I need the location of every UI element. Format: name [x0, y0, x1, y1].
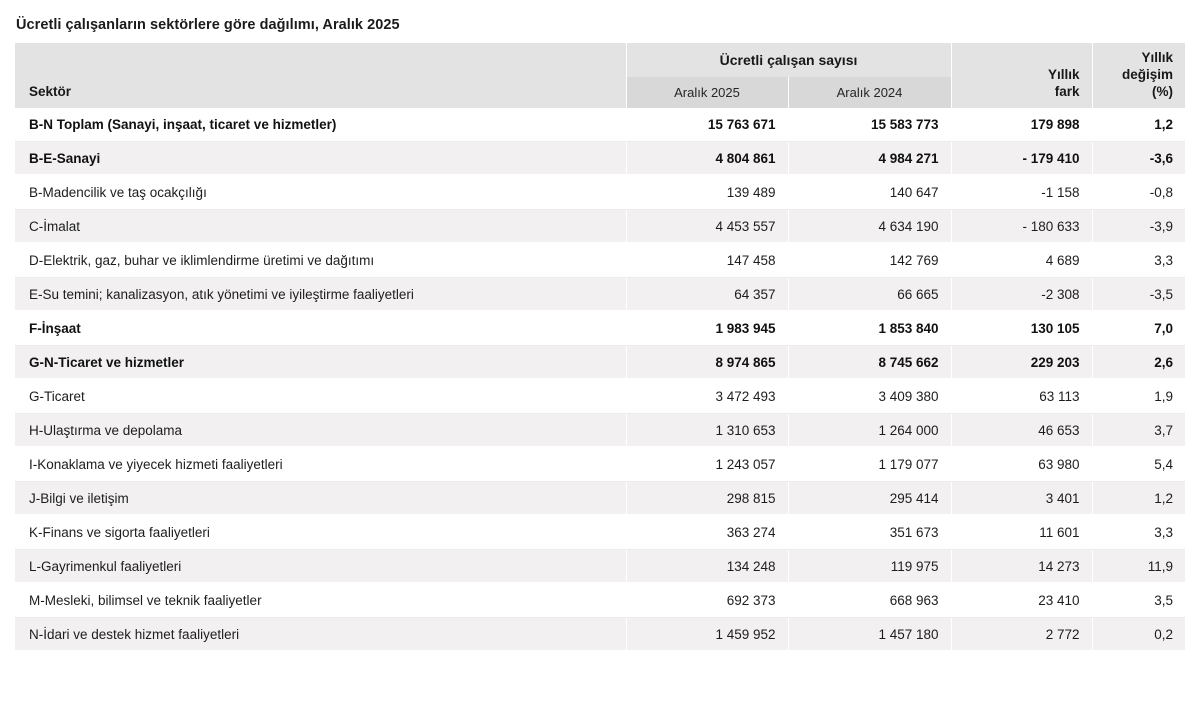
cell-annual-change-pct: 1,2: [1092, 482, 1185, 516]
cell-previous-period: 668 963: [788, 584, 951, 618]
cell-previous-period: 4 984 271: [788, 142, 951, 176]
header-annual-change-line2: değişim: [1122, 67, 1174, 82]
cell-annual-difference: - 180 633: [951, 210, 1092, 244]
cell-previous-period: 3 409 380: [788, 380, 951, 414]
cell-annual-change-pct: 2,6: [1092, 346, 1185, 380]
cell-sector: I-Konaklama ve yiyecek hizmeti faaliyetleri: [15, 448, 626, 482]
table-row: [15, 346, 1185, 380]
cell-annual-difference: 4 689: [951, 244, 1092, 278]
header-annual-difference-line2: fark: [1054, 84, 1080, 99]
cell-sector: B-Madencilik ve taş ocakçılığı: [15, 176, 626, 210]
table-body: [15, 108, 1185, 652]
header-group-employee-count: Ücretli çalışan sayısı: [626, 43, 951, 77]
cell-annual-difference: 2 772: [951, 618, 1092, 652]
cell-previous-period: 8 745 662: [788, 346, 951, 380]
cell-previous-period: 295 414: [788, 482, 951, 516]
cell-current-period: 147 458: [626, 244, 788, 278]
cell-sector: G-N-Ticaret ve hizmetler: [15, 346, 626, 380]
cell-sector: L-Gayrimenkul faaliyetleri: [15, 550, 626, 584]
cell-current-period: 692 373: [626, 584, 788, 618]
cell-annual-change-pct: 7,0: [1092, 312, 1185, 346]
cell-current-period: 139 489: [626, 176, 788, 210]
table-row: [15, 516, 1185, 550]
cell-current-period: 363 274: [626, 516, 788, 550]
table-row: [15, 482, 1185, 516]
header-row-group: [15, 43, 1185, 77]
header-annual-difference-line1: Yıllık: [1048, 67, 1080, 82]
cell-annual-difference: -2 308: [951, 278, 1092, 312]
cell-annual-change-pct: 3,7: [1092, 414, 1185, 448]
cell-annual-change-pct: -3,6: [1092, 142, 1185, 176]
cell-current-period: 298 815: [626, 482, 788, 516]
table-row: [15, 380, 1185, 414]
cell-current-period: 3 472 493: [626, 380, 788, 414]
header-period-previous: Aralık 2024: [788, 77, 951, 108]
cell-current-period: 4 804 861: [626, 142, 788, 176]
cell-annual-difference: 11 601: [951, 516, 1092, 550]
table-row: [15, 414, 1185, 448]
header-period-current: Aralık 2025: [626, 77, 788, 108]
cell-current-period: 64 357: [626, 278, 788, 312]
cell-sector: C-İmalat: [15, 210, 626, 244]
cell-current-period: 1 983 945: [626, 312, 788, 346]
table-row: [15, 584, 1185, 618]
cell-annual-difference: 14 273: [951, 550, 1092, 584]
cell-sector: F-İnşaat: [15, 312, 626, 346]
cell-previous-period: 119 975: [788, 550, 951, 584]
cell-annual-change-pct: 3,3: [1092, 516, 1185, 550]
cell-previous-period: 1 853 840: [788, 312, 951, 346]
cell-annual-change-pct: 5,4: [1092, 448, 1185, 482]
cell-sector: E-Su temini; kanalizasyon, atık yönetimi ve iyileştirme faaliyetleri: [15, 278, 626, 312]
cell-sector: J-Bilgi ve iletişim: [15, 482, 626, 516]
cell-annual-difference: 63 113: [951, 380, 1092, 414]
cell-previous-period: 15 583 773: [788, 108, 951, 142]
cell-sector: B-N Toplam (Sanayi, inşaat, ticaret ve hizmetler): [15, 108, 626, 142]
cell-previous-period: 1 264 000: [788, 414, 951, 448]
cell-annual-difference: 23 410: [951, 584, 1092, 618]
cell-previous-period: 4 634 190: [788, 210, 951, 244]
cell-current-period: 15 763 671: [626, 108, 788, 142]
table-container: [15, 43, 1185, 652]
header-sector: Sektör: [15, 77, 626, 108]
table-row: [15, 550, 1185, 584]
cell-sector: B-E-Sanayi: [15, 142, 626, 176]
cell-sector: D-Elektrik, gaz, buhar ve iklimlendirme üretimi ve dağıtımı: [15, 244, 626, 278]
cell-annual-difference: - 179 410: [951, 142, 1092, 176]
table-row: [15, 312, 1185, 346]
cell-sector: G-Ticaret: [15, 380, 626, 414]
cell-annual-difference: 3 401: [951, 482, 1092, 516]
cell-sector: K-Finans ve sigorta faaliyetleri: [15, 516, 626, 550]
cell-current-period: 4 453 557: [626, 210, 788, 244]
cell-previous-period: 1 457 180: [788, 618, 951, 652]
cell-previous-period: 142 769: [788, 244, 951, 278]
cell-annual-difference: 63 980: [951, 448, 1092, 482]
header-annual-change-line3: (%): [1152, 84, 1174, 99]
cell-annual-change-pct: -3,5: [1092, 278, 1185, 312]
cell-annual-difference: 179 898: [951, 108, 1092, 142]
cell-previous-period: 351 673: [788, 516, 951, 550]
cell-sector: H-Ulaştırma ve depolama: [15, 414, 626, 448]
cell-annual-difference: 130 105: [951, 312, 1092, 346]
cell-annual-difference: -1 158: [951, 176, 1092, 210]
cell-annual-change-pct: 3,5: [1092, 584, 1185, 618]
cell-annual-change-pct: 1,9: [1092, 380, 1185, 414]
cell-annual-change-pct: 3,3: [1092, 244, 1185, 278]
cell-annual-change-pct: -3,9: [1092, 210, 1185, 244]
table-row: [15, 176, 1185, 210]
cell-annual-change-pct: 11,9: [1092, 550, 1185, 584]
header-annual-difference: [951, 43, 1092, 108]
cell-current-period: 1 310 653: [626, 414, 788, 448]
cell-annual-difference: 229 203: [951, 346, 1092, 380]
cell-previous-period: 140 647: [788, 176, 951, 210]
header-sector-spacer: [15, 43, 626, 77]
page-title: Ücretli çalışanların sektörlere göre dağılımı, Aralık 2025: [16, 17, 400, 33]
cell-previous-period: 1 179 077: [788, 448, 951, 482]
cell-previous-period: 66 665: [788, 278, 951, 312]
table-row: [15, 278, 1185, 312]
table-row: [15, 618, 1185, 652]
table-row: [15, 210, 1185, 244]
table-row: [15, 142, 1185, 176]
cell-annual-change-pct: 1,2: [1092, 108, 1185, 142]
table-row: [15, 244, 1185, 278]
cell-current-period: 1 243 057: [626, 448, 788, 482]
cell-annual-difference: 46 653: [951, 414, 1092, 448]
header-annual-change-pct: [1092, 43, 1185, 108]
cell-current-period: 134 248: [626, 550, 788, 584]
sector-employment-table: [15, 43, 1185, 652]
cell-annual-change-pct: -0,8: [1092, 176, 1185, 210]
header-annual-change-line1: Yıllık: [1141, 50, 1174, 65]
cell-sector: N-İdari ve destek hizmet faaliyetleri: [15, 618, 626, 652]
cell-sector: M-Mesleki, bilimsel ve teknik faaliyetler: [15, 584, 626, 618]
cell-annual-change-pct: 0,2: [1092, 618, 1185, 652]
table-row: [15, 448, 1185, 482]
cell-current-period: 1 459 952: [626, 618, 788, 652]
table-header: [15, 43, 1185, 108]
table-row: [15, 108, 1185, 142]
cell-current-period: 8 974 865: [626, 346, 788, 380]
